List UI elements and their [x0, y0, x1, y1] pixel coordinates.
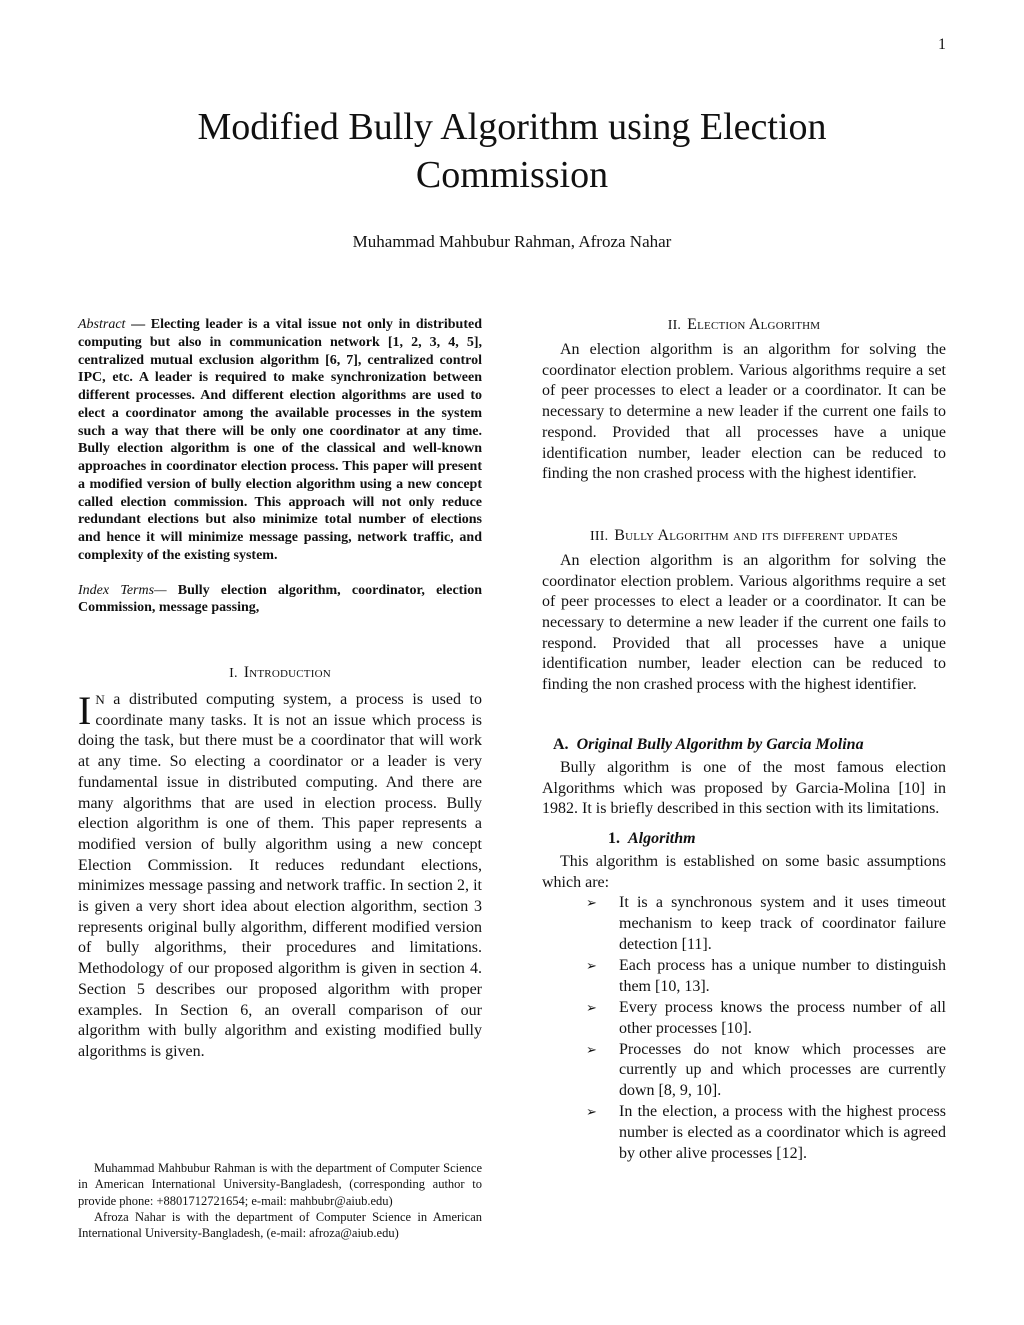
arrow-bullet-icon: ➢ — [586, 999, 597, 1015]
subsection-heading-original-bully — [553, 736, 946, 754]
footnote-author-1: Muhammad Mahbubur Rahman is with the department of Computer Science in American International University-Bangladesh, (corresponding author to provide phone: +8801712721654; e-mail: mahbubr@aiub.edu) — [78, 1161, 482, 1208]
algorithm-intro-paragraph: This algorithm is established on some basic assumptions which are: — [542, 852, 946, 891]
subsubsection-title: Algorithm — [628, 829, 696, 847]
section-heading-election-algorithm — [542, 316, 946, 334]
arrow-bullet-icon: ➢ — [586, 1104, 597, 1120]
left-column — [78, 316, 482, 1063]
list-item-text: Each process has a unique number to distinguish them [10, 13]. — [619, 956, 946, 995]
list-item-text: It is a synchronous system and it uses timeout mechanism to keep track of coordinator failure detection [11]. — [619, 894, 946, 953]
index-terms-text: Bully election algorithm, coordinator, election Commission, message passing, — [78, 582, 482, 616]
dropcap-letter: I — [78, 688, 92, 733]
index-terms — [78, 582, 482, 618]
abstract-text: Electing leader is a vital issue not only in distributed computing but also in communication network [1, 2, 3, 4, 5], centralized mutual exclusion algorithm [6, 7], centralized control IPC, etc. A leader is required to make synchronization between different processes. And different election algorithms are used to elect a coordinator among the available processes in the system such a way that there will be only one coordinator at any time. Bully election algorithm is one of the classical and well-known approaches in coordinator election process. This paper will present a modified version of bully election algorithm using a new concept called election commission. This approach will not only reduce redundant elections but also minimize total number of elections and hence it will minimize message passing, network traffic, and complexity of the existing system. — [78, 317, 483, 563]
section-title: Bully Algorithm and its different updates — [614, 526, 898, 544]
index-terms-label: Index Terms — [78, 582, 155, 598]
section-heading-bully-algorithm — [542, 527, 946, 545]
list-item-text: In the election, a process with the highest process number is elected as a coordinator which is agreed by other alive processes [12]. — [619, 1103, 946, 1162]
bully-algorithm-paragraph: An election algorithm is an algorithm for solving the coordinator election problem. Various algorithms require a set of peer processes to elect a leader or a coordinator. It can be necessary to determine a new leader if the current one fails to respond. Provided that all processes have a unique identification number, leader election can be reduced to finding the non crashed process with the highest identifier. — [542, 551, 946, 694]
section-numeral: I. — [229, 666, 238, 681]
abstract-dash: — — [125, 317, 151, 332]
paper-title: Modified Bully Algorithm using Election Commission — [197, 106, 827, 196]
subsection-letter: A. — [553, 735, 569, 753]
original-bully-paragraph: Bully algorithm is one of the most famous election Algorithms which was proposed by Garcia-Molina [10] in 1982. It is briefly described in this section with its limitations. — [542, 758, 946, 818]
assumptions-list — [542, 893, 946, 1164]
list-item — [542, 1040, 946, 1102]
index-terms-dash: — — [154, 582, 178, 598]
list-item — [542, 893, 946, 955]
subsubsection-number: 1. — [608, 829, 620, 847]
section-title: Introduction — [243, 664, 331, 681]
introduction-paragraph — [78, 690, 482, 1063]
author-footnote — [78, 1160, 482, 1241]
list-item — [542, 1102, 946, 1164]
arrow-bullet-icon: ➢ — [586, 1041, 597, 1057]
election-algorithm-paragraph: An election algorithm is an algorithm for solving the coordinator election problem. Various algorithms require a set of peer processes to elect a leader or a coordinator. It can be necessary to determine a new leader if the current one fails to respond. Provided that all processes have a unique identification number, leader election can be reduced to finding the non crashed process with the highest identifier. — [542, 341, 946, 483]
abstract-label: Abstract — [78, 317, 126, 332]
author-list: Muhammad Mahbubur Rahman, Afroza Nahar — [352, 232, 672, 251]
footnote-author-2: Afroza Nahar is with the department of Computer Science in American International University-Bangladesh, (e-mail: afroza@aiub.edu) — [78, 1209, 482, 1241]
list-item-text: Processes do not know which processes are currently up and which processes are currently down [8, 9, 10]. — [619, 1040, 946, 1100]
right-column — [542, 316, 946, 1165]
intro-text: a distributed computing system, a process is used to coordinate many tasks. It is not an issue which process is doing the task, but there must be a coordinator that will work at any time. So electing a coordinator or a leader is very fundamental issue in distributed computing. And there are many algorithms that are used in election process. Bully election algorithm is one of them. This paper represents a modified version of bully algorithm using a new concept Election Commission. It reduces redundant elections, minimizes message passing and network traffic. In section 2, it is given a very short idea about election algorithm, section 3 represents original bully algorithm, different modified version of bully algorithms, their procedures and limitations. Methodology of our proposed algorithm is given in section 4. Section 5 describes our proposed algorithm with proper examples. In Section 6, an overall comparison of our algorithm with bully algorithm and existing modified bully algorithms is given. — [78, 691, 482, 1060]
list-item-text: Every process knows the process number of all other processes [10]. — [619, 998, 946, 1037]
subsubsection-heading-algorithm — [608, 830, 946, 848]
list-item — [542, 998, 946, 1039]
section-title: Election Algorithm — [687, 316, 821, 333]
arrow-bullet-icon: ➢ — [586, 895, 597, 911]
section-numeral: II. — [667, 318, 682, 333]
subsection-title: Original Bully Algorithm by Garcia Molina — [576, 735, 864, 753]
list-item — [542, 956, 946, 997]
arrow-bullet-icon: ➢ — [586, 957, 597, 973]
page-number: 1 — [938, 36, 946, 53]
intro-first-letters: N — [95, 692, 105, 707]
abstract — [78, 316, 482, 565]
section-numeral: III. — [589, 528, 609, 544]
section-heading-introduction — [78, 664, 482, 682]
